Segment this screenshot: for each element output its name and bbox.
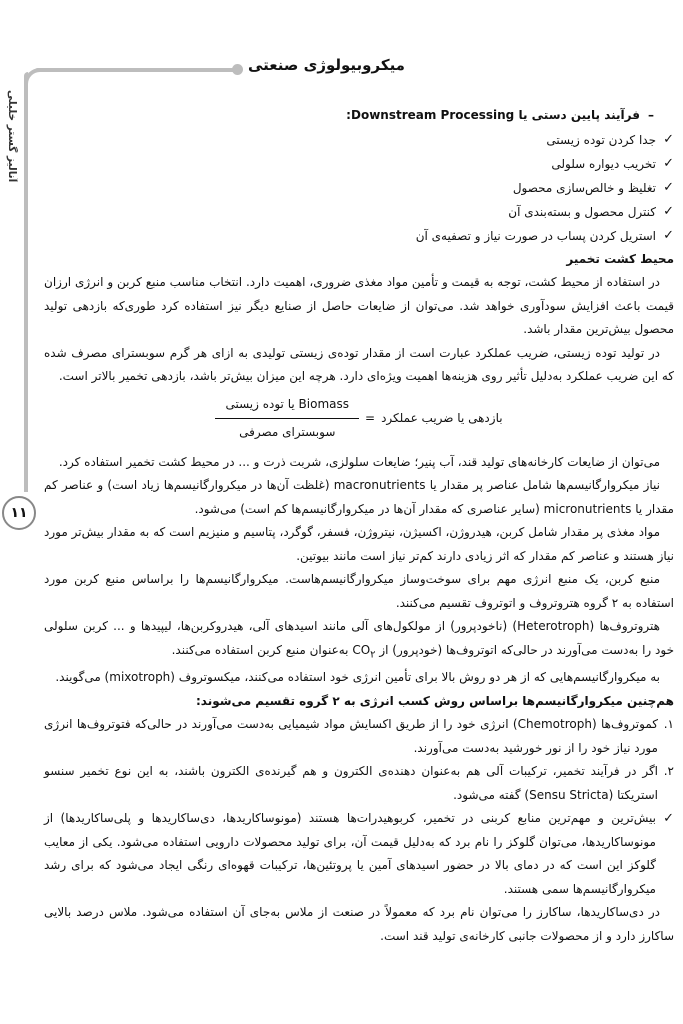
list-item-text: جدا کردن توده زیستی <box>546 132 656 147</box>
list-item-number: ۱. <box>663 717 674 732</box>
list-item <box>44 176 674 200</box>
list-item-text: کموتروف‌ها (Chemotroph) انرژی خود را از طریق اکسایش مواد شیمیایی به‌دست می‌آورند در حالی‌که فتوتروف‌ها انرژی مورد نیاز خود را از نور خورشید به‌دست می‌آورند. <box>44 717 658 755</box>
dash-icon: – <box>648 108 654 122</box>
downstream-list <box>44 128 674 248</box>
list-item <box>44 713 674 760</box>
side-rule <box>24 72 28 492</box>
co2-text: CO <box>352 642 371 657</box>
yield-formula <box>44 393 674 445</box>
carbon-list <box>44 807 674 901</box>
paragraph: مواد مغذی پر مقدار شامل کربن، هیدروژن، اکسیژن، نیتروژن، فسفر، گوگرد، پتاسیم و منیزیم است که به مقدار بیش‌تر مورد نیاز هستند و عناصر کم مقدار که اثر زیادی دارند کم‌تر نیاز است مانند بیوتین. <box>44 525 674 563</box>
energy-heading: هم‌چنین میکروارگانیسم‌ها براساس روش کسب انرژی به ۲ گروه تقسیم می‌شوند: <box>196 693 674 708</box>
paragraph <box>44 615 674 666</box>
list-item-text: بیش‌ترین و مهم‌ترین منابع کربنی در تخمیر، کربوهیدرات‌ها هستند (مونوساکاریدها، دی‌ساکاریدها و پلی‌ساکاریدها) از مونوساکاریدها، می‌توان گلوکز را نام برد که به‌دلیل قیمت آن، برای تولید محصولات دارویی استفاده می‌شود. یکی از معایب گلوکز این است که در دمای بالا در حضور اسیدهای آمین یا پروتئین‌ها، ترکیبات قهوه‌ای رنگی ایجاد می‌شود که برای رشد میکروارگانیسم‌ها سمی هستند. <box>44 811 656 896</box>
downstream-heading-text: فرآیند پایین دستی یا Downstream Processing: <box>346 108 640 122</box>
list-item-text: تخریب دیواره سلولی <box>551 156 656 171</box>
check-icon: ✓ <box>663 155 674 171</box>
list-item-number: ۲. <box>663 764 674 779</box>
list-item <box>44 760 674 807</box>
list-item <box>44 152 674 176</box>
paragraph: منبع کربن، یک منبع انرژی مهم برای سوخت‌وساز میکروارگانیسم‌هاست. میکروارگانیسم‌ها را براساس منبع کربن مورد استفاده به ۲ گروه هتروتروف و اتوتروف تقسیم می‌کنند. <box>44 572 674 610</box>
medium-heading: محیط کشت تخمیر <box>566 251 674 266</box>
check-icon: ✓ <box>663 227 674 243</box>
formula-equals: = <box>365 410 376 425</box>
header-rule <box>34 68 239 72</box>
paragraph: به میکروارگانیسم‌هایی که از هر دو روش بالا برای تأمین انرژی خود استفاده می‌کنند، میکسوتروف (mixotroph) می‌گویند. <box>55 670 660 685</box>
list-item-text: استریل کردن پساب در صورت نیاز و تصفیه‌ی آن <box>415 228 656 243</box>
list-item <box>44 128 674 152</box>
list-item <box>44 224 674 248</box>
header-rule-dot <box>232 64 243 75</box>
formula-denominator: سوبسترای مصرفی <box>239 425 336 439</box>
page-content <box>44 104 674 948</box>
paragraph: می‌توان از ضایعات کارخانه‌های تولید قند، آب پنیر؛ ضایعات سلولزی، شربت ذرت و ... در محیط کشت تخمیر استفاده کرد. <box>58 454 660 469</box>
page-number: ۱۱ <box>2 496 36 530</box>
paragraph: در استفاده از محیط کشت، توجه به قیمت و تأمین مواد مغذی ضروری، اهمیت دارد. انتخاب مناسب منبع کربن و انرژی ارزان قیمت باعث افزایش سودآوری خواهد شد. می‌توان از ضایعات حاصل از صنایع دیگر نیز استفاده کرد طوری‌که بازدهی تولید محصول بیش‌ترین مقدار باشد. <box>44 275 674 336</box>
check-icon: ✓ <box>663 811 674 827</box>
formula-fraction <box>215 393 359 445</box>
list-item-text: کنترل محصول و بسته‌بندی آن <box>508 204 656 219</box>
co2-subscript: ۲ <box>370 648 376 660</box>
check-icon: ✓ <box>663 131 674 147</box>
list-item-text: اگر در فرآیند تخمیر، ترکیبات آلی هم به‌عنوان دهنده‌ی الکترون و هم گیرنده‌ی الکترون باشند، به این نوع تخمیر سنسو استریکتا (Sensu Stricta) گفته می‌شود. <box>44 764 658 802</box>
check-icon: ✓ <box>663 179 674 195</box>
page-header-title: میکروبیولوژی صنعتی <box>248 56 405 74</box>
list-item <box>44 807 674 901</box>
formula-numerator: Biomass یا توده زیستی <box>215 393 359 420</box>
side-label: آنالیز گستر خلیلی <box>6 90 18 183</box>
check-icon: ✓ <box>663 203 674 219</box>
paragraph: در دی‌ساکاریدها، ساکارز را می‌توان نام برد که معمولاً در صنعت از ملاس به‌جای آن استفاده می‌شود. ملاس درصد بالایی ساکارز دارد و از محصولات جانبی کارخانه‌ی تولید قند است. <box>44 905 674 943</box>
paragraph: نیاز میکروارگانیسم‌ها شامل عناصر پر مقدار یا macronutrients (غلظت آن‌ها در میکروارگانیسم‌ها زیاد است) و عناصر کم مقدار یا micronutrients (سایر عناصری که مقدار آن‌ها در میکروارگانیسم‌ها کم است) می‌شود. <box>44 478 674 516</box>
energy-list <box>44 713 674 807</box>
paragraph-part: به‌عنوان منبع کربن استفاده می‌کنند. <box>171 642 349 657</box>
list-item-text: تغلیظ و خالص‌سازی محصول <box>512 180 656 195</box>
paragraph-part: هتروتروف‌ها (Heterotroph) (ناخودپرور) از مولکول‌های آلی مانند اسیدهای آلی، هیدروکربن‌ها، لیپیدها و ... کربن سلولی خود را به‌دست می‌آورند در حالی‌که اتوتروف‌ها (خودپرور) از <box>44 619 674 657</box>
formula-lhs: بازدهی یا ضریب عملکرد <box>381 410 503 425</box>
co2-formula <box>352 642 376 660</box>
list-item <box>44 200 674 224</box>
paragraph: در تولید توده زیستی، ضریب عملکرد عبارت است از مقدار توده‌ی زیستی تولیدی به ازای هر گرم سوبسترای مصرف شده که این ضریب عملکرد به‌دلیل تأثیر روی هزینه‌ها اهمیت ویژه‌ای دارد. هرچه این میزان بیش‌تر باشد، بازدهی تخمیر بالاتر است. <box>44 345 674 383</box>
downstream-heading <box>44 104 674 128</box>
